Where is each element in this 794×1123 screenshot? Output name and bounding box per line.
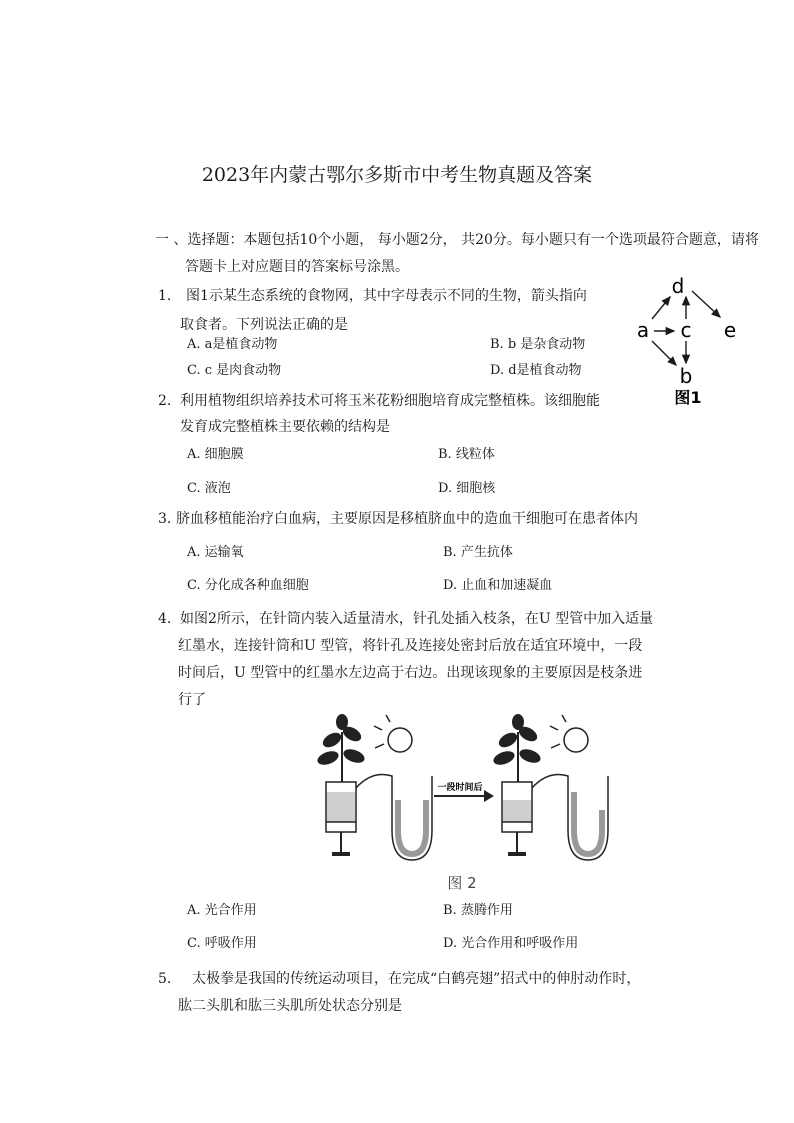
node-a-label: a bbox=[636, 318, 650, 342]
q1-option-a: A. a是植食动物 bbox=[187, 337, 278, 352]
apparatus-before bbox=[316, 714, 432, 860]
q3-number: 3. bbox=[158, 511, 172, 527]
q1-number: 1. bbox=[158, 288, 172, 304]
q1-text-line2: 取食者。下列说法正确的是 bbox=[180, 317, 348, 333]
q3-option-a: A. 运输氧 bbox=[187, 545, 244, 560]
page-title: 2023年内蒙古鄂尔多斯市中考生物真题及答案 bbox=[201, 164, 593, 186]
q4-option-b: B. 蒸腾作用 bbox=[443, 903, 513, 918]
q4-text-line4: 行了 bbox=[178, 692, 206, 708]
section-instructions-line2: 答题卡上对应题目的答案标号涂黑。 bbox=[185, 259, 409, 275]
figure2-apparatus bbox=[312, 710, 612, 900]
q3-text-line1: 脐血移植能治疗白血病，主要原因是移植脐血中的造血干细胞可在患者体内 bbox=[176, 511, 638, 527]
q4-text-line3: 时间后，U 型管中的红墨水左边高于右边。出现该现象的主要原因是枝条进 bbox=[178, 665, 643, 681]
q2-option-d: D. 细胞核 bbox=[438, 481, 496, 496]
time-arrow-label: 一段时间后 bbox=[437, 783, 483, 793]
q2-option-c: C. 液泡 bbox=[187, 481, 231, 496]
node-e-label: e bbox=[723, 318, 737, 342]
arrow-a-to-b bbox=[652, 341, 676, 365]
q4-option-a: A. 光合作用 bbox=[187, 903, 257, 918]
node-b-label: b bbox=[679, 364, 693, 388]
section-instructions-line1: 一 、选择题：本题包括10个小题， 每小题2分， 共20分。每小题只有一个选项最符合题意，请将 bbox=[155, 232, 759, 248]
node-c-label: c bbox=[680, 318, 692, 342]
q1-option-c: C. c 是肉食动物 bbox=[187, 363, 282, 378]
time-arrow bbox=[434, 781, 494, 802]
q4-option-d: D. 光合作用和呼吸作用 bbox=[443, 936, 579, 951]
q3-option-c: C. 分化成各种血细胞 bbox=[187, 578, 309, 593]
node-d-label: d bbox=[671, 274, 685, 298]
q4-number: 4. bbox=[158, 611, 172, 627]
q2-option-a: A. 细胞膜 bbox=[187, 447, 244, 462]
q4-text-line2: 红墨水，连接针筒和U 型管，将针孔及连接处密封后放在适宜环境中，一段 bbox=[178, 638, 643, 654]
q2-option-b: B. 线粒体 bbox=[438, 447, 495, 462]
q1-option-d: D. d是植食动物 bbox=[490, 363, 582, 378]
arrow-d-to-e bbox=[692, 291, 720, 317]
q5-text-line2: 肱二头肌和肱三头肌所处状态分别是 bbox=[178, 998, 402, 1014]
q4-text-line1: 如图2所示，在针筒内装入适量清水，针孔处插入枝条，在U 型管中加入适量 bbox=[180, 611, 654, 627]
q4-option-c: C. 呼吸作用 bbox=[187, 936, 257, 951]
apparatus-after bbox=[492, 714, 608, 860]
q5-text-line1: 太极拳是我国的传统运动项目，在完成“白鹤亮翅”招式中的伸肘动作时， bbox=[192, 971, 641, 987]
q2-number: 2. bbox=[158, 393, 172, 409]
q2-text-line2: 发育成完整植株主要依赖的结构是 bbox=[180, 419, 390, 435]
q1-option-b: B. b 是杂食动物 bbox=[490, 337, 586, 352]
q3-option-b: B. 产生抗体 bbox=[443, 545, 513, 560]
q5-number: 5. bbox=[158, 971, 172, 987]
q1-text-line1: 图1示某生态系统的食物网，其中字母表示不同的生物，箭头指向 bbox=[186, 288, 587, 304]
q3-option-d: D. 止血和加速凝血 bbox=[443, 578, 553, 593]
figure1-caption: 图1 bbox=[674, 388, 702, 407]
figure2-caption: 图 2 bbox=[447, 874, 477, 892]
arrow-a-to-d bbox=[652, 297, 670, 319]
q2-text-line1: 利用植物组织培养技术可将玉米花粉细胞培育成完整植株。该细胞能 bbox=[180, 393, 600, 409]
figure1-food-web bbox=[630, 275, 770, 405]
